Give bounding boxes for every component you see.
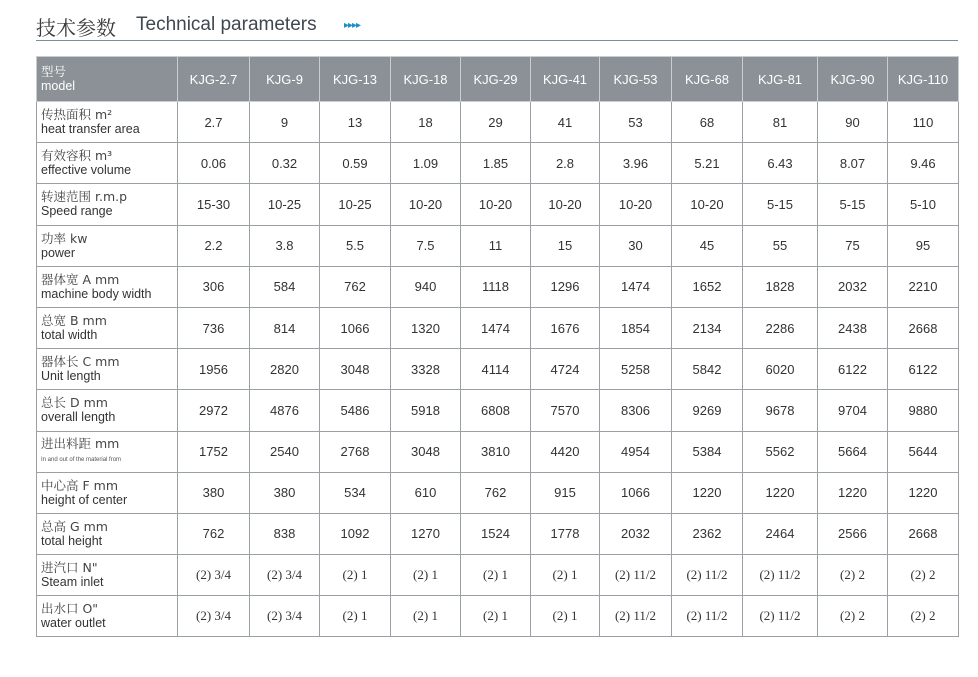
table-cell: 5384 <box>672 431 743 472</box>
table-cell: 762 <box>461 472 531 513</box>
table-cell: 1752 <box>178 431 250 472</box>
table-cell: 1652 <box>672 266 743 307</box>
row-label-cn: 总宽 B mm <box>41 313 107 329</box>
table-cell: 9678 <box>743 390 818 431</box>
table-cell: 5842 <box>672 349 743 390</box>
model-label-cn: 型号 <box>41 64 67 79</box>
row-label-en: overall length <box>41 410 116 425</box>
table-cell: 5664 <box>818 431 888 472</box>
row-label-cell <box>37 596 178 637</box>
table-cell: 1828 <box>743 266 818 307</box>
row-label-en: total height <box>41 533 103 548</box>
model-header-cell <box>37 57 178 102</box>
model-column-header: KJG-9 <box>250 57 320 102</box>
row-label-cell <box>37 184 178 225</box>
table-cell: 1296 <box>531 266 600 307</box>
table-cell: (2) 1 <box>391 555 461 596</box>
table-cell: (2) 11/2 <box>600 555 672 596</box>
table-cell: (2) 3/4 <box>178 555 250 596</box>
title-chinese: 技术参数 <box>36 16 116 40</box>
table-cell: 5644 <box>888 431 959 472</box>
row-label-en: power <box>41 245 76 260</box>
table-cell: 4420 <box>531 431 600 472</box>
table-cell: 55 <box>743 225 818 266</box>
table-cell: 3810 <box>461 431 531 472</box>
table-cell: 1092 <box>320 513 391 554</box>
table-cell: 9880 <box>888 390 959 431</box>
row-label-en: height of center <box>41 492 128 507</box>
table-cell: 2668 <box>888 307 959 348</box>
table-row <box>37 390 959 431</box>
model-column-header: KJG-18 <box>391 57 461 102</box>
table-cell: 0.32 <box>250 143 320 184</box>
row-label-cn: 功率 kw <box>41 230 88 246</box>
table-cell: 1220 <box>672 472 743 513</box>
table-cell: (2) 1 <box>391 596 461 637</box>
table-cell: 4954 <box>600 431 672 472</box>
table-cell: (2) 3/4 <box>178 596 250 637</box>
header-row <box>37 57 959 102</box>
table-cell: 380 <box>178 472 250 513</box>
table-cell: 8306 <box>600 390 672 431</box>
table-cell: (2) 3/4 <box>250 596 320 637</box>
table-cell: 4114 <box>461 349 531 390</box>
table-cell: 15 <box>531 225 600 266</box>
table-cell: 4724 <box>531 349 600 390</box>
table-cell: 306 <box>178 266 250 307</box>
table-cell: 3.96 <box>600 143 672 184</box>
model-label-en: model <box>41 79 76 93</box>
table-cell: 1778 <box>531 513 600 554</box>
table-cell: 5-15 <box>818 184 888 225</box>
table-cell: 6808 <box>461 390 531 431</box>
table-cell: 11 <box>461 225 531 266</box>
table-row <box>37 472 959 513</box>
row-label-cell <box>37 431 178 472</box>
row-label-cn: 出水口 O" <box>41 601 99 617</box>
table-cell: 2.8 <box>531 143 600 184</box>
table-row <box>37 431 959 472</box>
table-cell: (2) 1 <box>320 555 391 596</box>
row-label-en: effective volume <box>41 163 132 178</box>
table-cell: 1066 <box>320 307 391 348</box>
table-cell: 0.59 <box>320 143 391 184</box>
table-cell: 75 <box>818 225 888 266</box>
model-column-header: KJG-53 <box>600 57 672 102</box>
table-cell: 6.43 <box>743 143 818 184</box>
row-label-cn: 总高 G mm <box>41 518 108 534</box>
row-label-en: heat transfer area <box>41 122 140 137</box>
table-cell: 30 <box>600 225 672 266</box>
table-cell: 2134 <box>672 307 743 348</box>
table-cell: 45 <box>672 225 743 266</box>
table-cell: 2972 <box>178 390 250 431</box>
table-cell: 41 <box>531 102 600 143</box>
row-label-cell <box>37 472 178 513</box>
row-label-en: total width <box>41 328 98 343</box>
table-cell: 3048 <box>391 431 461 472</box>
table-cell: (2) 1 <box>320 596 391 637</box>
table-cell: 90 <box>818 102 888 143</box>
table-cell: (2) 2 <box>888 555 959 596</box>
model-column-header: KJG-29 <box>461 57 531 102</box>
model-column-header: KJG-68 <box>672 57 743 102</box>
table-cell: (2) 11/2 <box>743 596 818 637</box>
table-cell: 8.07 <box>818 143 888 184</box>
row-label-en: machine body width <box>41 286 152 301</box>
row-label-cell <box>37 266 178 307</box>
row-label-cn: 进汽口 N" <box>41 560 98 576</box>
table-cell: 1676 <box>531 307 600 348</box>
table-row <box>37 513 959 554</box>
table-cell: 10-20 <box>672 184 743 225</box>
table-cell: 9704 <box>818 390 888 431</box>
table-cell: 2820 <box>250 349 320 390</box>
title-english: Technical parameters <box>136 14 317 35</box>
page-header <box>36 10 958 41</box>
table-cell: 5918 <box>391 390 461 431</box>
table-cell: (2) 3/4 <box>250 555 320 596</box>
table-cell: 380 <box>250 472 320 513</box>
table-cell: 1220 <box>888 472 959 513</box>
table-cell: 2566 <box>818 513 888 554</box>
table-cell: (2) 2 <box>818 555 888 596</box>
row-label-cn: 转速范围 r.m.p <box>41 189 128 205</box>
row-label-cell <box>37 143 178 184</box>
row-label-en: water outlet <box>41 616 106 631</box>
table-cell: 915 <box>531 472 600 513</box>
table-cell: 1854 <box>600 307 672 348</box>
table-cell: (2) 11/2 <box>672 555 743 596</box>
row-label-cn: 传热面积 m² <box>41 107 113 123</box>
table-cell: 2668 <box>888 513 959 554</box>
table-cell: (2) 11/2 <box>672 596 743 637</box>
table-cell: 1474 <box>600 266 672 307</box>
table-cell: 2438 <box>818 307 888 348</box>
table-cell: 838 <box>250 513 320 554</box>
table-cell: (2) 1 <box>461 596 531 637</box>
table-cell: 5258 <box>600 349 672 390</box>
row-label-cn: 有效容积 m³ <box>41 148 113 164</box>
table-row <box>37 184 959 225</box>
table-cell: 4876 <box>250 390 320 431</box>
table-cell: 68 <box>672 102 743 143</box>
row-label-cell <box>37 349 178 390</box>
row-label-en: Speed range <box>41 204 113 219</box>
table-cell: 1066 <box>600 472 672 513</box>
table-cell: 1118 <box>461 266 531 307</box>
table-cell: 534 <box>320 472 391 513</box>
table-cell: 2540 <box>250 431 320 472</box>
table-cell: 2.7 <box>178 102 250 143</box>
table-cell: (2) 1 <box>461 555 531 596</box>
model-column-header: KJG-81 <box>743 57 818 102</box>
table-row <box>37 225 959 266</box>
table-cell: 15-30 <box>178 184 250 225</box>
table-cell: (2) 1 <box>531 555 600 596</box>
table-cell: (2) 1 <box>531 596 600 637</box>
table-cell: 110 <box>888 102 959 143</box>
table-cell: 7570 <box>531 390 600 431</box>
table-cell: 81 <box>743 102 818 143</box>
row-label-en: Steam inlet <box>41 575 104 590</box>
table-cell: 29 <box>461 102 531 143</box>
table-cell: 3328 <box>391 349 461 390</box>
table-cell: 1956 <box>178 349 250 390</box>
row-label-cn: 中心高 F mm <box>41 477 118 493</box>
row-label-cell <box>37 307 178 348</box>
table-cell: 5.21 <box>672 143 743 184</box>
row-label-cell <box>37 555 178 596</box>
arrows-icon: ▸▸▸▸ <box>344 20 361 31</box>
table-cell: 9 <box>250 102 320 143</box>
table-cell: 3048 <box>320 349 391 390</box>
table-cell: 10-25 <box>250 184 320 225</box>
table-cell: 5-10 <box>888 184 959 225</box>
table-cell: 0.06 <box>178 143 250 184</box>
technical-parameters-table <box>36 56 959 637</box>
table-cell: 2464 <box>743 513 818 554</box>
row-label-cell <box>37 513 178 554</box>
row-label-cn: 总长 D mm <box>41 395 108 411</box>
table-cell: 10-20 <box>391 184 461 225</box>
table-cell: 1.85 <box>461 143 531 184</box>
table-cell: (2) 2 <box>818 596 888 637</box>
table-cell: 6122 <box>888 349 959 390</box>
table-cell: 18 <box>391 102 461 143</box>
row-label-en: In and out of the material from <box>41 456 122 463</box>
table-cell: (2) 11/2 <box>743 555 818 596</box>
table-cell: 2032 <box>600 513 672 554</box>
model-column-header: KJG-90 <box>818 57 888 102</box>
row-label-en: Unit length <box>41 369 101 384</box>
model-column-header: KJG-41 <box>531 57 600 102</box>
table-cell: 736 <box>178 307 250 348</box>
table-cell: 1270 <box>391 513 461 554</box>
table-cell: 10-20 <box>461 184 531 225</box>
table-cell: 2362 <box>672 513 743 554</box>
table-cell: (2) 11/2 <box>600 596 672 637</box>
row-label-cn: 器体宽 A mm <box>41 271 120 287</box>
table-cell: 2768 <box>320 431 391 472</box>
table-cell: 6020 <box>743 349 818 390</box>
table-cell: 3.8 <box>250 225 320 266</box>
table-cell: 940 <box>391 266 461 307</box>
table-row <box>37 349 959 390</box>
table-cell: 762 <box>178 513 250 554</box>
table-cell: 1.09 <box>391 143 461 184</box>
table-cell: 1474 <box>461 307 531 348</box>
table-cell: 5.5 <box>320 225 391 266</box>
table-cell: 53 <box>600 102 672 143</box>
row-label-cn: 进出料距 mm <box>41 435 120 451</box>
table-cell: 2032 <box>818 266 888 307</box>
row-label-cell <box>37 102 178 143</box>
table-cell: 10-20 <box>531 184 600 225</box>
model-column-header: KJG-2.7 <box>178 57 250 102</box>
table-row <box>37 266 959 307</box>
table-cell: 95 <box>888 225 959 266</box>
table-cell: 10-20 <box>600 184 672 225</box>
row-label-cn: 器体长 C mm <box>41 354 120 370</box>
table-row <box>37 143 959 184</box>
table-row <box>37 596 959 637</box>
row-label-cell <box>37 225 178 266</box>
table-cell: 5562 <box>743 431 818 472</box>
model-column-header: KJG-110 <box>888 57 959 102</box>
table-cell: (2) 2 <box>888 596 959 637</box>
table-cell: 1220 <box>743 472 818 513</box>
table-cell: 9269 <box>672 390 743 431</box>
table-row <box>37 102 959 143</box>
table-cell: 9.46 <box>888 143 959 184</box>
model-column-header: KJG-13 <box>320 57 391 102</box>
table-cell: 584 <box>250 266 320 307</box>
table-cell: 1220 <box>818 472 888 513</box>
table-row <box>37 307 959 348</box>
table-row <box>37 555 959 596</box>
table-cell: 1524 <box>461 513 531 554</box>
table-body <box>37 102 959 637</box>
table-cell: 2210 <box>888 266 959 307</box>
table-cell: 610 <box>391 472 461 513</box>
table-cell: 2286 <box>743 307 818 348</box>
table-cell: 5486 <box>320 390 391 431</box>
table-cell: 1320 <box>391 307 461 348</box>
table-cell: 762 <box>320 266 391 307</box>
table-cell: 814 <box>250 307 320 348</box>
table-cell: 2.2 <box>178 225 250 266</box>
table-cell: 7.5 <box>391 225 461 266</box>
table-cell: 5-15 <box>743 184 818 225</box>
row-label-cell <box>37 390 178 431</box>
table-cell: 6122 <box>818 349 888 390</box>
table-cell: 13 <box>320 102 391 143</box>
table-cell: 10-25 <box>320 184 391 225</box>
